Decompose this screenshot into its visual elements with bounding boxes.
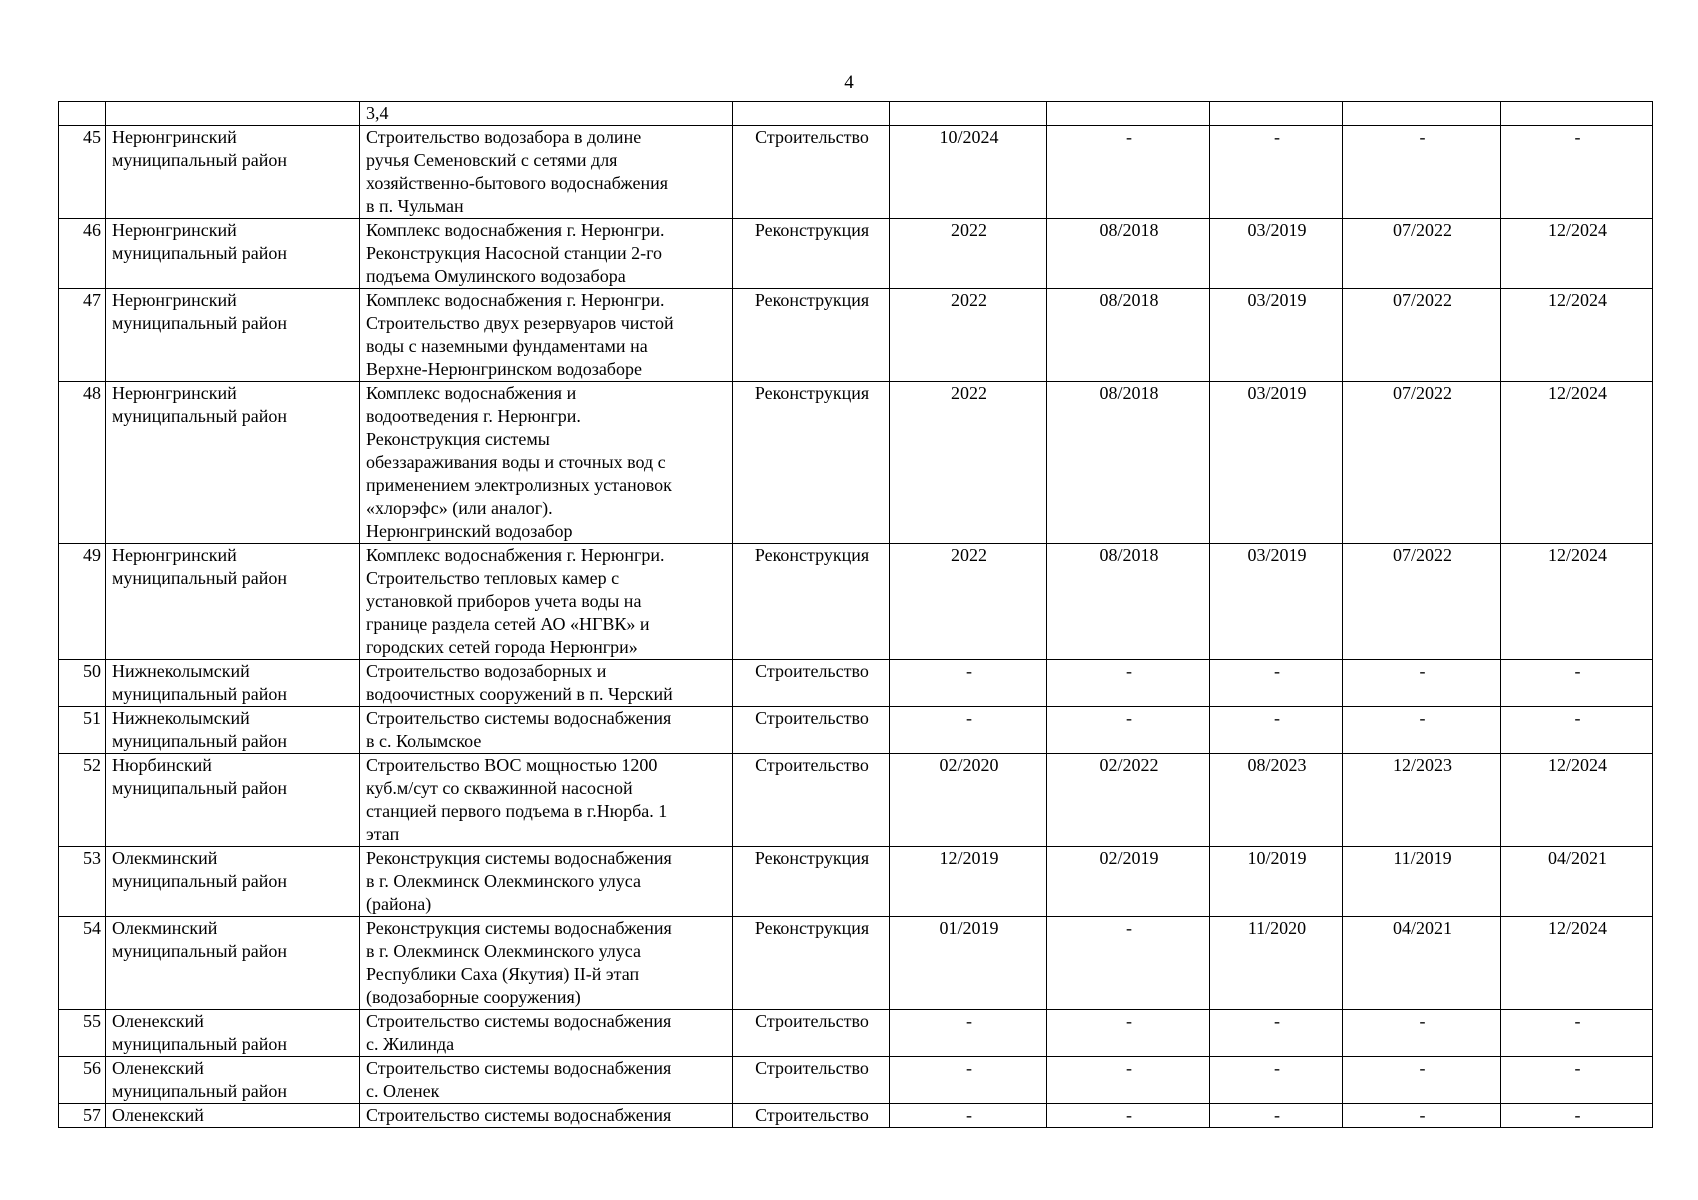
row-number	[59, 382, 106, 544]
work-type-cell-text: Строительство	[755, 708, 869, 728]
table-row	[59, 707, 1653, 754]
date-cell-3-text: 03/2019	[1247, 545, 1307, 565]
row-number	[59, 707, 106, 754]
date-cell-4	[1343, 126, 1501, 219]
date-cell-3-text: 03/2019	[1247, 383, 1307, 403]
district-cell	[106, 219, 360, 289]
district-cell	[106, 126, 360, 219]
work-type-cell	[733, 660, 890, 707]
project-cell	[360, 917, 733, 1010]
district-cell-text: Нижнеколымский муниципальный район	[112, 708, 288, 751]
table-row	[59, 102, 1653, 126]
date-cell-5-text: -	[1574, 661, 1581, 681]
date-cell-1-text: 01/2019	[939, 918, 999, 938]
date-cell-1-text: -	[966, 708, 972, 728]
date-cell-3	[1210, 1104, 1343, 1128]
row-number-text: 54	[83, 918, 101, 938]
date-cell-5	[1501, 847, 1653, 917]
date-cell-3	[1210, 382, 1343, 544]
date-cell-3	[1210, 219, 1343, 289]
project-cell-text: Комплекс водоснабжения г. Нерюнгри. Строительство тепловых камер с установкой приборов учета воды на границе раздела сетей АО «НГВК» и городских сетей города Нерюнгри»	[366, 545, 665, 657]
date-cell-4-text: -	[1419, 1105, 1426, 1125]
date-cell-3	[1210, 1010, 1343, 1057]
date-cell-1	[890, 382, 1047, 544]
row-number-text: 45	[83, 127, 101, 147]
date-cell-5-text: -	[1574, 1011, 1581, 1031]
date-cell-1	[890, 544, 1047, 660]
district-cell	[106, 707, 360, 754]
date-cell-3-text: -	[1274, 1011, 1280, 1031]
date-cell-2	[1047, 219, 1210, 289]
row-number-text: 47	[83, 290, 101, 310]
work-type-cell	[733, 1010, 890, 1057]
row-number	[59, 544, 106, 660]
date-cell-3	[1210, 707, 1343, 754]
date-cell-5-text: 12/2024	[1547, 383, 1607, 403]
date-cell-5	[1501, 660, 1653, 707]
date-cell-2-text: 02/2019	[1099, 848, 1159, 868]
district-cell-text: Олекминский муниципальный район	[112, 918, 288, 961]
work-type-cell	[733, 1057, 890, 1104]
date-cell-2	[1047, 382, 1210, 544]
date-cell-5	[1501, 102, 1653, 126]
date-cell-4-text: 04/2021	[1392, 918, 1452, 938]
date-cell-2	[1047, 1104, 1210, 1128]
row-number-text: 49	[83, 545, 101, 565]
date-cell-4-text: -	[1419, 127, 1426, 147]
project-cell-text: Строительство водозаборных и водоочистных сооружений в п. Черский	[366, 661, 673, 704]
work-type-cell	[733, 707, 890, 754]
date-cell-1-text: 10/2024	[939, 127, 999, 147]
work-type-cell	[733, 1104, 890, 1128]
date-cell-2-text: -	[1126, 661, 1132, 681]
district-cell-text: Олекминский муниципальный район	[112, 848, 288, 891]
date-cell-2-text: -	[1126, 1011, 1132, 1031]
date-cell-3-text: 11/2020	[1247, 918, 1307, 938]
date-cell-1	[890, 707, 1047, 754]
district-cell	[106, 754, 360, 847]
date-cell-1-text: 2022	[951, 220, 987, 240]
date-cell-4	[1343, 382, 1501, 544]
date-cell-1	[890, 289, 1047, 382]
date-cell-3	[1210, 754, 1343, 847]
project-cell-text: Комплекс водоснабжения г. Нерюнгри. Строительство двух резервуаров чистой воды с наземными фундаментами на Верхне-Нерюнгринском водозаборе	[366, 290, 674, 379]
date-cell-5	[1501, 707, 1653, 754]
date-cell-2-text: -	[1126, 918, 1132, 938]
date-cell-4	[1343, 544, 1501, 660]
date-cell-3-text: 03/2019	[1247, 290, 1307, 310]
date-cell-1-text: 2022	[951, 545, 987, 565]
district-cell	[106, 289, 360, 382]
date-cell-1-text: 12/2019	[939, 848, 999, 868]
work-type-cell-text: Реконструкция	[754, 545, 870, 565]
district-cell-text: Нижнеколымский муниципальный район	[112, 661, 288, 704]
row-number-text: 51	[83, 708, 101, 728]
date-cell-2	[1047, 289, 1210, 382]
project-cell-text: Строительство системы водоснабжения с. Жилинда	[366, 1011, 672, 1054]
work-type-cell	[733, 219, 890, 289]
date-cell-2	[1047, 1010, 1210, 1057]
date-cell-4	[1343, 1104, 1501, 1128]
date-cell-3-text: -	[1274, 708, 1280, 728]
date-cell-4	[1343, 102, 1501, 126]
date-cell-2	[1047, 847, 1210, 917]
row-number-text: 50	[83, 661, 101, 681]
table-row	[59, 289, 1653, 382]
row-number-text: 52	[83, 755, 101, 775]
project-cell-text: 3,4	[366, 103, 389, 123]
district-cell-text: Нерюнгринский муниципальный район	[112, 127, 288, 170]
district-cell	[106, 1057, 360, 1104]
table-row	[59, 382, 1653, 544]
date-cell-2-text: 08/2018	[1099, 220, 1159, 240]
page-number: 4	[844, 72, 854, 93]
date-cell-1-text: 2022	[951, 383, 987, 403]
district-cell	[106, 382, 360, 544]
project-cell	[360, 382, 733, 544]
date-cell-4	[1343, 660, 1501, 707]
date-cell-1	[890, 1057, 1047, 1104]
project-cell	[360, 1010, 733, 1057]
table-row	[59, 219, 1653, 289]
work-type-cell	[733, 102, 890, 126]
projects-table	[58, 101, 1653, 1128]
date-cell-2-text: 08/2018	[1099, 545, 1159, 565]
date-cell-2-text: 08/2018	[1099, 290, 1159, 310]
date-cell-2	[1047, 126, 1210, 219]
date-cell-3-text: -	[1274, 1058, 1280, 1078]
row-number-text: 56	[83, 1058, 101, 1078]
district-cell	[106, 102, 360, 126]
work-type-cell	[733, 126, 890, 219]
district-cell-text: Оленекский муниципальный район	[112, 1011, 288, 1054]
date-cell-4-text: -	[1419, 1011, 1426, 1031]
date-cell-5-text: 12/2024	[1547, 755, 1607, 775]
date-cell-1-text: -	[966, 1011, 972, 1031]
district-cell-text: Оленекский	[112, 1105, 204, 1125]
row-number-text: 53	[83, 848, 101, 868]
date-cell-5	[1501, 917, 1653, 1010]
date-cell-4-text: 07/2022	[1392, 383, 1452, 403]
district-cell-text: Нюрбинский муниципальный район	[112, 755, 288, 798]
district-cell-text: Нерюнгринский муниципальный район	[112, 545, 288, 588]
table-row	[59, 126, 1653, 219]
row-number	[59, 660, 106, 707]
row-number	[59, 126, 106, 219]
row-number	[59, 917, 106, 1010]
row-number-text: 46	[83, 220, 101, 240]
date-cell-3-text: 10/2019	[1247, 848, 1307, 868]
date-cell-2	[1047, 544, 1210, 660]
district-cell-text: Нерюнгринский муниципальный район	[112, 220, 288, 263]
date-cell-3	[1210, 126, 1343, 219]
date-cell-5	[1501, 219, 1653, 289]
row-number	[59, 102, 106, 126]
date-cell-3	[1210, 1057, 1343, 1104]
date-cell-5	[1501, 126, 1653, 219]
date-cell-4-text: -	[1419, 1058, 1426, 1078]
work-type-cell-text: Строительство	[755, 127, 869, 147]
date-cell-3	[1210, 847, 1343, 917]
date-cell-4	[1343, 754, 1501, 847]
date-cell-1	[890, 660, 1047, 707]
project-cell	[360, 660, 733, 707]
date-cell-5	[1501, 754, 1653, 847]
project-cell-text: Реконструкция системы водоснабжения в г. Олекминск Олекминского улуса Республики Саха (Якутия) II-й этап (водозаборные сооружения)	[366, 918, 672, 1007]
project-cell-text: Строительство системы водоснабжения с. Оленек	[366, 1058, 672, 1101]
project-cell-text: Строительство системы водоснабжения	[366, 1105, 672, 1125]
date-cell-3	[1210, 544, 1343, 660]
date-cell-2-text: -	[1126, 708, 1132, 728]
district-cell-text: Нерюнгринский муниципальный район	[112, 383, 288, 426]
date-cell-1	[890, 102, 1047, 126]
date-cell-4	[1343, 289, 1501, 382]
date-cell-5-text: 12/2024	[1547, 220, 1607, 240]
work-type-cell	[733, 544, 890, 660]
date-cell-1	[890, 1104, 1047, 1128]
project-cell	[360, 102, 733, 126]
work-type-cell-text: Реконструкция	[754, 220, 870, 240]
date-cell-1-text: 02/2020	[939, 755, 999, 775]
date-cell-2	[1047, 917, 1210, 1010]
date-cell-5-text: 12/2024	[1547, 545, 1607, 565]
row-number-text: 48	[83, 383, 101, 403]
district-cell	[106, 1010, 360, 1057]
row-number	[59, 1104, 106, 1128]
project-cell-text: Комплекс водоснабжения г. Нерюнгри. Реконструкция Насосной станции 2-го подъема Омулинского водозабора	[366, 220, 665, 286]
date-cell-4	[1343, 1057, 1501, 1104]
district-cell	[106, 917, 360, 1010]
work-type-cell	[733, 754, 890, 847]
work-type-cell	[733, 847, 890, 917]
table-row	[59, 660, 1653, 707]
project-cell	[360, 754, 733, 847]
date-cell-1	[890, 126, 1047, 219]
date-cell-4-text: 11/2019	[1393, 848, 1452, 868]
date-cell-1-text: 2022	[951, 290, 987, 310]
date-cell-3-text: -	[1274, 127, 1280, 147]
row-number	[59, 1057, 106, 1104]
project-cell	[360, 544, 733, 660]
date-cell-1	[890, 754, 1047, 847]
date-cell-4	[1343, 917, 1501, 1010]
date-cell-3	[1210, 917, 1343, 1010]
date-cell-5	[1501, 382, 1653, 544]
date-cell-4-text: -	[1419, 708, 1426, 728]
project-cell	[360, 707, 733, 754]
date-cell-5	[1501, 289, 1653, 382]
date-cell-2	[1047, 1057, 1210, 1104]
row-number	[59, 754, 106, 847]
date-cell-2	[1047, 754, 1210, 847]
date-cell-4-text: 07/2022	[1392, 220, 1452, 240]
work-type-cell-text: Строительство	[755, 661, 869, 681]
project-cell-text: Строительство ВОС мощностью 1200 куб.м/сут со скважинной насосной станцией первого подъема в г.Нюрба. 1 этап	[366, 755, 668, 844]
date-cell-4-text: -	[1419, 661, 1426, 681]
table-row	[59, 847, 1653, 917]
date-cell-4	[1343, 707, 1501, 754]
date-cell-4	[1343, 1010, 1501, 1057]
work-type-cell-text: Строительство	[755, 1011, 869, 1031]
district-cell-text: Нерюнгринский муниципальный район	[112, 290, 288, 333]
date-cell-2-text: 02/2022	[1099, 755, 1159, 775]
date-cell-3	[1210, 660, 1343, 707]
date-cell-2-text: 08/2018	[1099, 383, 1159, 403]
table-row	[59, 544, 1653, 660]
work-type-cell-text: Реконструкция	[754, 918, 870, 938]
table-row	[59, 917, 1653, 1010]
table-row	[59, 754, 1653, 847]
district-cell	[106, 544, 360, 660]
date-cell-2-text: -	[1126, 1058, 1132, 1078]
date-cell-5-text: -	[1574, 708, 1581, 728]
date-cell-5-text: 12/2024	[1547, 290, 1607, 310]
project-cell	[360, 1104, 733, 1128]
date-cell-5-text: 12/2024	[1547, 918, 1607, 938]
table-row	[59, 1057, 1653, 1104]
date-cell-1	[890, 1010, 1047, 1057]
project-cell	[360, 219, 733, 289]
district-cell-text: Оленекский муниципальный район	[112, 1058, 288, 1101]
date-cell-3-text: -	[1274, 1105, 1280, 1125]
date-cell-2	[1047, 707, 1210, 754]
date-cell-1	[890, 917, 1047, 1010]
row-number	[59, 219, 106, 289]
date-cell-1-text: -	[966, 1058, 972, 1078]
date-cell-5	[1501, 1010, 1653, 1057]
project-cell-text: Комплекс водоснабжения и водоотведения г. Нерюнгри. Реконструкция системы обеззараживания воды и сточных вод с применением электролизных установок «хлорэфс» (или аналог). Нерюнгринский водозабор	[366, 383, 672, 541]
date-cell-5-text: -	[1574, 1058, 1581, 1078]
date-cell-5-text: -	[1574, 127, 1581, 147]
date-cell-2-text: -	[1126, 1105, 1132, 1125]
date-cell-2	[1047, 102, 1210, 126]
work-type-cell-text: Строительство	[755, 755, 869, 775]
date-cell-1-text: -	[966, 1105, 972, 1125]
project-cell-text: Строительство системы водоснабжения в с. Колымское	[366, 708, 672, 751]
date-cell-2	[1047, 660, 1210, 707]
table-row	[59, 1104, 1653, 1128]
work-type-cell	[733, 917, 890, 1010]
row-number	[59, 847, 106, 917]
project-cell-text: Строительство водозабора в долине ручья Семеновский с сетями для хозяйственно-бытового водоснабжения в п. Чульман	[366, 127, 669, 216]
date-cell-3-text: 08/2023	[1247, 755, 1307, 775]
date-cell-4	[1343, 219, 1501, 289]
project-cell	[360, 126, 733, 219]
project-cell	[360, 847, 733, 917]
work-type-cell	[733, 289, 890, 382]
date-cell-4	[1343, 847, 1501, 917]
work-type-cell-text: Реконструкция	[754, 848, 870, 868]
work-type-cell-text: Реконструкция	[754, 383, 870, 403]
row-number	[59, 289, 106, 382]
date-cell-1-text: -	[966, 661, 972, 681]
date-cell-5-text: -	[1574, 1105, 1581, 1125]
work-type-cell-text: Строительство	[755, 1105, 869, 1125]
date-cell-5-text: 04/2021	[1547, 848, 1607, 868]
date-cell-3	[1210, 289, 1343, 382]
date-cell-3-text: -	[1274, 661, 1280, 681]
project-cell	[360, 289, 733, 382]
work-type-cell-text: Реконструкция	[754, 290, 870, 310]
date-cell-4-text: 12/2023	[1392, 755, 1452, 775]
date-cell-2-text: -	[1126, 127, 1132, 147]
district-cell	[106, 847, 360, 917]
project-cell	[360, 1057, 733, 1104]
date-cell-4-text: 07/2022	[1392, 545, 1452, 565]
row-number-text: 55	[83, 1011, 101, 1031]
district-cell	[106, 1104, 360, 1128]
date-cell-5	[1501, 544, 1653, 660]
district-cell	[106, 660, 360, 707]
date-cell-3	[1210, 102, 1343, 126]
date-cell-3-text: 03/2019	[1247, 220, 1307, 240]
date-cell-4-text: 07/2022	[1392, 290, 1452, 310]
date-cell-1	[890, 219, 1047, 289]
work-type-cell	[733, 382, 890, 544]
table-body	[59, 102, 1653, 1128]
date-cell-5	[1501, 1057, 1653, 1104]
row-number-text: 57	[83, 1105, 101, 1125]
project-cell-text: Реконструкция системы водоснабжения в г. Олекминск Олекминского улуса (района)	[366, 848, 672, 914]
date-cell-5	[1501, 1104, 1653, 1128]
table-row	[59, 1010, 1653, 1057]
row-number	[59, 1010, 106, 1057]
work-type-cell-text: Строительство	[755, 1058, 869, 1078]
date-cell-1	[890, 847, 1047, 917]
